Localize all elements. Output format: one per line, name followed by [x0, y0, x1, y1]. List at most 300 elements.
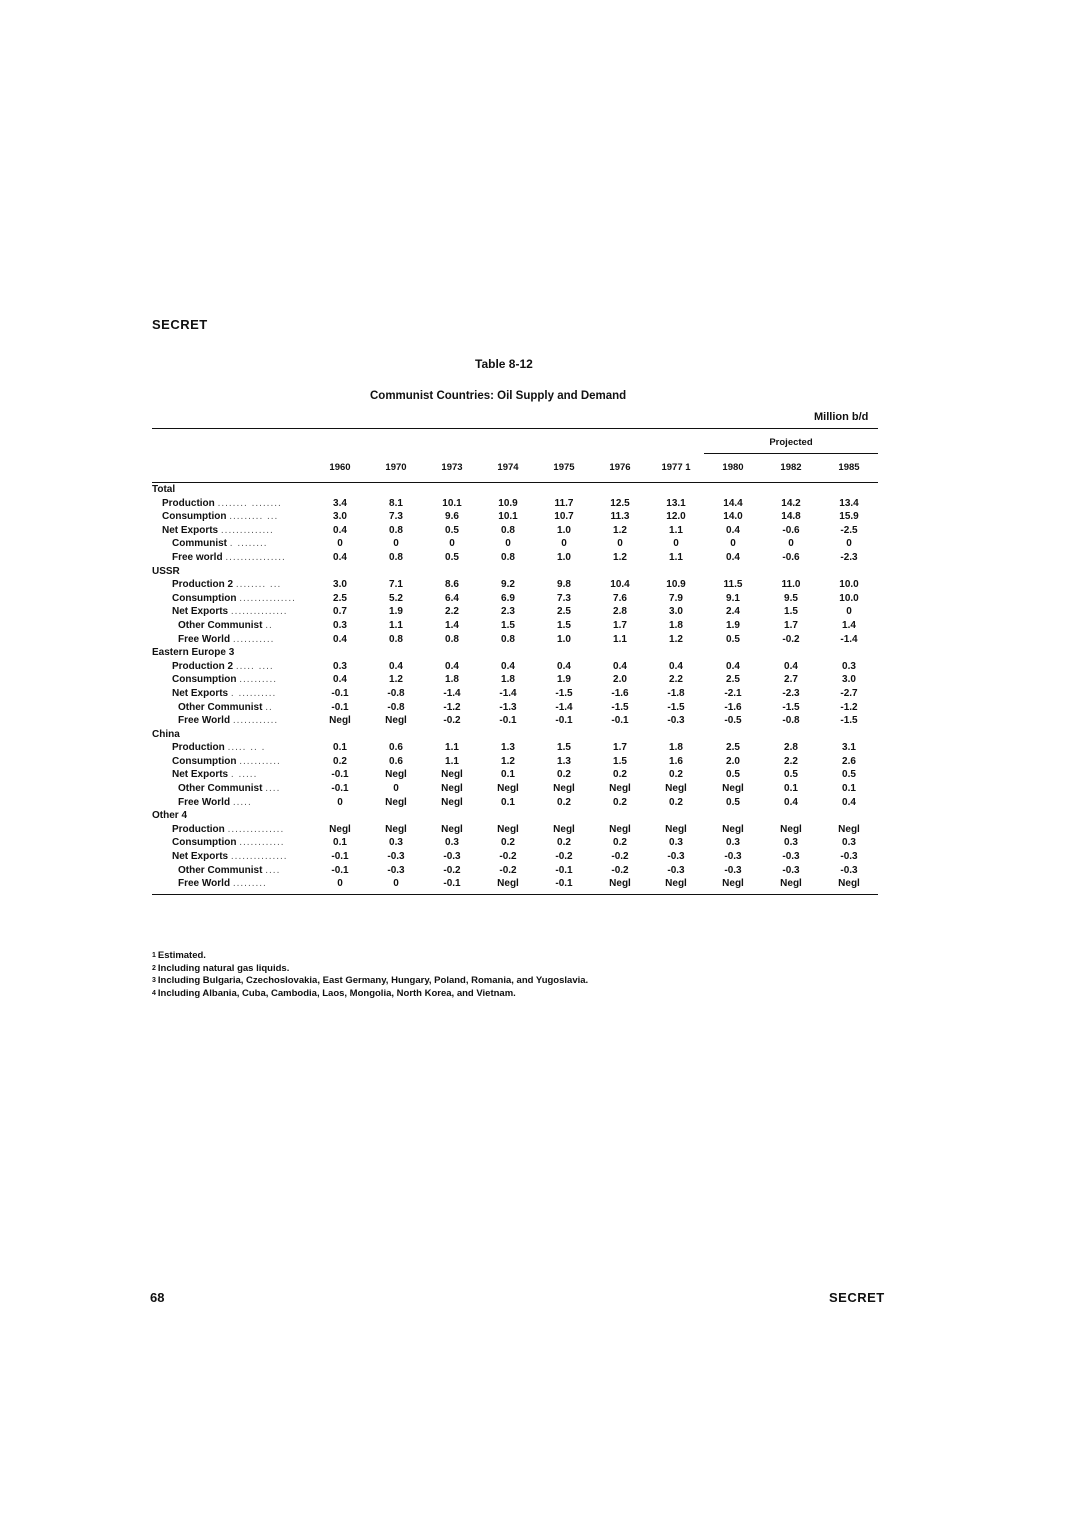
value-cell: Negl	[497, 783, 519, 795]
value-cell: -0.5	[724, 715, 742, 727]
value-cell: -1.5	[782, 701, 800, 713]
value-cell: Negl	[838, 823, 860, 835]
footnote-mark: 2	[152, 964, 156, 972]
value-cell: 12.5	[610, 497, 630, 509]
value-cell: 1.1	[613, 633, 627, 645]
value-cell: 1.0	[557, 551, 571, 563]
leader-dots: ...............	[227, 823, 285, 835]
value-cell: -1.6	[611, 687, 629, 699]
value-cell: -0.2	[499, 864, 517, 876]
value-cell: 0.1	[333, 837, 347, 849]
row-label: Other Communist	[178, 619, 263, 631]
value-cell: -0.8	[387, 701, 405, 713]
value-cell: -0.1	[331, 864, 349, 876]
leader-dots: . ..........	[230, 687, 277, 699]
section-name: China	[152, 728, 180, 740]
value-cell: -0.1	[331, 851, 349, 863]
year-header: 1960	[312, 454, 368, 483]
value-cell: 0.2	[557, 796, 571, 808]
leader-dots: ..... .. .	[227, 742, 266, 754]
value-cell: 1.1	[669, 524, 683, 536]
value-cell: -1.5	[667, 701, 685, 713]
year-header: 1974	[480, 454, 536, 483]
value-cell: 1.5	[557, 619, 571, 631]
value-cell: 2.4	[726, 606, 740, 618]
footnote-mark: 4	[152, 989, 156, 997]
value-cell: 0.2	[333, 755, 347, 767]
value-cell: Negl	[441, 769, 463, 781]
value-cell: Negl	[722, 783, 744, 795]
value-cell: 3.0	[333, 579, 347, 591]
row-label-cell	[152, 510, 312, 524]
row-label-cell	[152, 687, 312, 701]
section-header-row	[152, 483, 878, 497]
value-cell: 1.0	[557, 633, 571, 645]
value-cell: 0.1	[784, 783, 798, 795]
value-cell: Negl	[385, 796, 407, 808]
value-cell: 9.2	[501, 579, 515, 591]
row-label: Other Communist	[178, 864, 263, 876]
year-header: 1975	[536, 454, 592, 483]
section-header-row	[152, 728, 878, 742]
value-cell: 3.0	[842, 674, 856, 686]
row-label-cell	[152, 768, 312, 782]
value-cell: 0.4	[669, 660, 683, 672]
value-cell: Negl	[609, 823, 631, 835]
value-cell: Negl	[665, 783, 687, 795]
value-cell: Negl	[609, 783, 631, 795]
value-cell: -2.3	[840, 551, 858, 563]
value-cell: 0	[505, 538, 511, 550]
value-cell: 0.2	[613, 769, 627, 781]
table-row	[152, 768, 878, 782]
value-cell: 2.2	[669, 674, 683, 686]
footnote	[152, 975, 588, 988]
value-cell: 10.0	[839, 592, 859, 604]
page-number: 68	[150, 1290, 165, 1305]
table-units: Million b/d	[814, 411, 869, 423]
row-label: Consumption	[162, 511, 227, 523]
footnote-text: Including Albania, Cuba, Cambodia, Laos, Mongolia, North Korea, and Vietnam.	[157, 987, 516, 999]
row-label: Net Exports	[172, 769, 229, 781]
value-cell: -2.1	[724, 687, 742, 699]
table-row	[152, 823, 878, 837]
value-cell: 1.1	[669, 551, 683, 563]
row-label: Production	[172, 823, 225, 835]
value-cell: -0.1	[331, 769, 349, 781]
row-label-cell	[152, 660, 312, 674]
value-cell: 11.5	[723, 579, 743, 591]
leader-dots: . .....	[230, 769, 258, 781]
value-cell: 0.3	[669, 837, 683, 849]
value-cell: 2.7	[784, 674, 798, 686]
table-row	[152, 864, 878, 878]
value-cell: -0.2	[611, 851, 629, 863]
value-cell: 3.0	[333, 511, 347, 523]
value-cell: 2.5	[557, 606, 571, 618]
value-cell: 1.5	[557, 742, 571, 754]
table-row	[152, 877, 878, 894]
value-cell: 1.4	[445, 619, 459, 631]
row-label-cell	[152, 864, 312, 878]
row-label: Free World	[178, 878, 231, 890]
value-cell: 2.3	[501, 606, 515, 618]
row-label: Net Exports	[162, 524, 219, 536]
value-cell: 0.8	[389, 551, 403, 563]
value-cell: -1.6	[724, 701, 742, 713]
year-header: 1985	[820, 454, 878, 483]
value-cell: -0.2	[499, 851, 517, 863]
value-cell: 7.3	[557, 592, 571, 604]
row-label-cell	[152, 605, 312, 619]
value-cell: 1.9	[726, 619, 740, 631]
classification-header: SECRET	[152, 317, 208, 332]
value-cell: 3.1	[842, 742, 856, 754]
row-label-cell	[152, 592, 312, 606]
value-cell: -0.3	[667, 715, 685, 727]
value-cell: -0.3	[387, 864, 405, 876]
table-row	[152, 510, 878, 524]
row-label-cell	[152, 619, 312, 633]
value-cell: 0.5	[726, 769, 740, 781]
year-header: 1982	[762, 454, 820, 483]
value-cell: 0.4	[842, 796, 856, 808]
value-cell: 9.6	[445, 511, 459, 523]
value-cell: 14.8	[781, 511, 801, 523]
value-cell: -0.1	[555, 864, 573, 876]
value-cell: -0.6	[782, 524, 800, 536]
value-cell: 2.8	[784, 742, 798, 754]
leader-dots: ................	[225, 551, 286, 563]
value-cell: -0.3	[724, 851, 742, 863]
leader-dots: ............	[232, 715, 279, 727]
value-cell: -0.3	[667, 864, 685, 876]
value-cell: 2.2	[445, 606, 459, 618]
row-label: Consumption	[172, 755, 237, 767]
value-cell: -0.8	[387, 687, 405, 699]
value-cell: 0.2	[557, 837, 571, 849]
table-row	[152, 578, 878, 592]
value-cell: 0.2	[613, 796, 627, 808]
value-cell: 13.4	[839, 497, 859, 509]
value-cell: 0.5	[726, 796, 740, 808]
row-label-cell	[152, 551, 312, 565]
table-row	[152, 524, 878, 538]
year-header: 1970	[368, 454, 424, 483]
value-cell: 7.1	[389, 579, 403, 591]
value-cell: 9.8	[557, 579, 571, 591]
value-cell: Negl	[329, 715, 351, 727]
value-cell: 10.9	[498, 497, 518, 509]
value-cell: 0.7	[333, 606, 347, 618]
value-cell: 8.6	[445, 579, 459, 591]
value-cell: -0.8	[782, 715, 800, 727]
footnote-text: Including Bulgaria, Czechoslovakia, East Germany, Hungary, Poland, Romania, and Yugoslavia.	[157, 975, 589, 986]
table-row	[152, 537, 878, 551]
value-cell: 2.0	[726, 755, 740, 767]
value-cell: 0.1	[842, 783, 856, 795]
year-header-row	[152, 454, 878, 483]
table-row	[152, 714, 878, 728]
value-cell: Negl	[762, 877, 820, 894]
leader-dots: ...............	[239, 592, 296, 604]
value-cell: 0.4	[726, 660, 740, 672]
value-cell: 1.2	[613, 524, 627, 536]
value-cell: 0.4	[726, 551, 740, 563]
value-cell: 0	[730, 538, 736, 550]
value-cell: 0.4	[333, 674, 347, 686]
leader-dots: ...........	[239, 755, 281, 767]
row-label: Consumption	[172, 592, 237, 604]
value-cell: -2.5	[840, 524, 858, 536]
value-cell: -0.1	[555, 715, 573, 727]
value-cell: Negl	[648, 877, 704, 894]
value-cell: 1.5	[613, 755, 627, 767]
value-cell: Negl	[553, 783, 575, 795]
value-cell: -0.1	[331, 687, 349, 699]
value-cell: 0	[788, 538, 794, 550]
row-label: Free World	[178, 715, 231, 727]
value-cell: -1.2	[443, 701, 461, 713]
leader-dots: ..............	[220, 524, 274, 536]
leader-dots: ..	[265, 701, 273, 713]
value-cell: -1.5	[611, 701, 629, 713]
value-cell: 0.2	[669, 796, 683, 808]
table-row	[152, 673, 878, 687]
value-cell: Negl	[441, 783, 463, 795]
value-cell: Negl	[592, 877, 648, 894]
value-cell: 1.7	[784, 619, 798, 631]
table-row	[152, 701, 878, 715]
value-cell: 1.7	[613, 619, 627, 631]
value-cell: 0.4	[613, 660, 627, 672]
value-cell: 0.3	[333, 660, 347, 672]
value-cell: 10.1	[498, 511, 518, 523]
value-cell: 12.0	[666, 511, 686, 523]
value-cell: 0.1	[501, 769, 515, 781]
value-cell: 0	[561, 538, 567, 550]
value-cell: 0.6	[389, 742, 403, 754]
value-cell: -0.3	[667, 851, 685, 863]
row-label: Free world	[172, 551, 223, 563]
value-cell: 2.8	[613, 606, 627, 618]
row-label: Other Communist	[178, 783, 263, 795]
footnote-mark: 3	[152, 977, 156, 984]
section-header-row	[152, 565, 878, 579]
year-header: 1976	[592, 454, 648, 483]
value-cell: 10.0	[839, 579, 859, 591]
value-cell: 0.3	[445, 837, 459, 849]
leader-dots: ......... ...	[229, 511, 279, 523]
footnote	[152, 963, 588, 976]
value-cell: -0.1	[331, 701, 349, 713]
table-row	[152, 592, 878, 606]
row-label: Free World	[178, 633, 231, 645]
row-label-cell	[152, 850, 312, 864]
value-cell: 0.8	[445, 633, 459, 645]
value-cell: 3.4	[333, 497, 347, 509]
row-label-cell	[152, 755, 312, 769]
table-row	[152, 836, 878, 850]
value-cell: 0.8	[501, 551, 515, 563]
value-cell: 1.3	[501, 742, 515, 754]
row-label: Net Exports	[172, 851, 229, 863]
value-cell: Negl	[480, 877, 536, 894]
value-cell: 0.8	[389, 524, 403, 536]
value-cell: -0.1	[536, 877, 592, 894]
value-cell: 0.1	[501, 796, 515, 808]
value-cell: 1.8	[445, 674, 459, 686]
row-label-cell	[152, 497, 312, 511]
value-cell: 0.5	[445, 551, 459, 563]
row-label-cell	[152, 673, 312, 687]
value-cell: 0.3	[333, 619, 347, 631]
value-cell: 0.4	[333, 524, 347, 536]
value-cell: 1.4	[842, 619, 856, 631]
row-label: Production 2	[172, 579, 234, 591]
value-cell: 0.8	[389, 633, 403, 645]
classification-footer: SECRET	[829, 1290, 885, 1305]
value-cell: Negl	[780, 823, 802, 835]
value-cell: 11.3	[610, 511, 630, 523]
value-cell: 1.2	[613, 551, 627, 563]
value-cell: -0.1	[611, 715, 629, 727]
value-cell: 1.2	[501, 755, 515, 767]
footnote-mark: 1	[152, 952, 156, 959]
leader-dots: ...............	[230, 851, 288, 863]
table-row	[152, 782, 878, 796]
value-cell: -0.2	[443, 715, 461, 727]
value-cell: -0.2	[443, 864, 461, 876]
leader-dots: ........ ...	[235, 579, 282, 591]
value-cell: 0.2	[613, 837, 627, 849]
value-cell: 1.5	[784, 606, 798, 618]
value-cell: 9.1	[726, 592, 740, 604]
value-cell: 0	[846, 606, 852, 618]
row-label: Production	[162, 497, 215, 509]
value-cell: Negl	[820, 877, 878, 894]
leader-dots: ....	[265, 864, 281, 876]
value-cell: 0.2	[669, 769, 683, 781]
value-cell: -0.6	[782, 551, 800, 563]
row-label-cell	[152, 714, 312, 728]
value-cell: 0.8	[501, 633, 515, 645]
row-label: Net Exports	[172, 687, 229, 699]
leader-dots: . ........	[229, 538, 268, 550]
value-cell: 0.4	[333, 551, 347, 563]
stub-header	[152, 454, 312, 483]
value-cell: 1.3	[557, 755, 571, 767]
footnote-text: Estimated.	[157, 950, 206, 961]
value-cell: Negl	[329, 823, 351, 835]
value-cell: 5.2	[389, 592, 403, 604]
value-cell: Negl	[722, 823, 744, 835]
row-label: Production 2	[172, 660, 234, 672]
value-cell: 1.1	[389, 619, 403, 631]
value-cell: -0.3	[782, 864, 800, 876]
value-cell: Negl	[704, 877, 762, 894]
value-cell: -2.3	[782, 687, 800, 699]
value-cell: -0.3	[840, 864, 858, 876]
value-cell: 2.0	[613, 674, 627, 686]
year-header: 1977 1	[648, 454, 704, 483]
value-cell: 0.3	[726, 837, 740, 849]
row-label: Free World	[178, 796, 231, 808]
leader-dots: .........	[232, 878, 267, 890]
value-cell: 1.9	[389, 606, 403, 618]
table-row	[152, 687, 878, 701]
value-cell: 0.3	[842, 837, 856, 849]
value-cell: -1.5	[555, 687, 573, 699]
row-label-cell	[152, 796, 312, 810]
value-cell: -1.4	[840, 633, 858, 645]
row-label-cell	[152, 823, 312, 837]
value-cell: -0.1	[331, 783, 349, 795]
row-label-cell	[152, 537, 312, 551]
value-cell: 1.8	[501, 674, 515, 686]
value-cell: -0.2	[611, 864, 629, 876]
value-cell: -1.4	[499, 687, 517, 699]
value-cell: 0	[393, 783, 399, 795]
value-cell: 1.7	[613, 742, 627, 754]
value-cell: 2.2	[784, 755, 798, 767]
projected-header: Projected	[704, 433, 878, 454]
value-cell: 6.4	[445, 592, 459, 604]
table-row	[152, 741, 878, 755]
value-cell: -0.3	[782, 851, 800, 863]
value-cell: 0.4	[784, 660, 798, 672]
value-cell: 3.0	[669, 606, 683, 618]
value-cell: 7.3	[389, 511, 403, 523]
value-cell: 0.4	[445, 660, 459, 672]
row-label-cell	[152, 782, 312, 796]
row-label-cell	[152, 524, 312, 538]
row-label-cell	[152, 701, 312, 715]
value-cell: 0.3	[389, 837, 403, 849]
value-cell: 2.6	[842, 755, 856, 767]
value-cell: Negl	[553, 823, 575, 835]
leader-dots: ..........	[239, 674, 278, 686]
value-cell: Negl	[385, 769, 407, 781]
value-cell: -1.2	[840, 701, 858, 713]
value-cell: 1.8	[669, 619, 683, 631]
footnote	[152, 988, 588, 1001]
year-header: 1973	[424, 454, 480, 483]
value-cell: 2.5	[333, 592, 347, 604]
value-cell: 0.5	[726, 633, 740, 645]
value-cell: -0.1	[424, 877, 480, 894]
value-cell: 10.1	[442, 497, 462, 509]
value-cell: 0.4	[784, 796, 798, 808]
table-row	[152, 497, 878, 511]
section-name: Total	[152, 484, 176, 495]
value-cell: 8.1	[389, 497, 403, 509]
value-cell: -1.5	[840, 715, 858, 727]
table-row	[152, 755, 878, 769]
table-title: Table 8-12	[475, 357, 533, 371]
leader-dots: ...............	[230, 606, 288, 618]
section-header-row	[152, 646, 878, 660]
row-label: Production	[172, 742, 225, 754]
value-cell: 0.3	[842, 660, 856, 672]
value-cell: 1.2	[389, 674, 403, 686]
row-label-cell	[152, 877, 312, 894]
value-cell: -0.3	[443, 851, 461, 863]
value-cell: 1.9	[557, 674, 571, 686]
table-row	[152, 619, 878, 633]
value-cell: 11.7	[554, 497, 574, 509]
value-cell: -0.2	[782, 633, 800, 645]
